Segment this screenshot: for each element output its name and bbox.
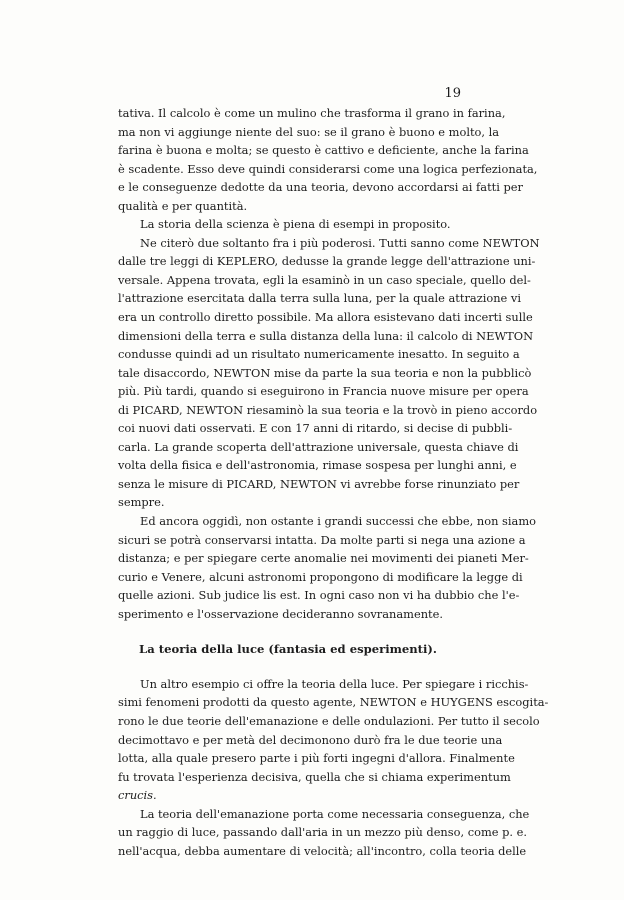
text-line: quelle azioni. Sub judice lis est. In ogni caso non vi ha dubbio che l'e- [118, 588, 520, 603]
text-line: e le conseguenze dedotte da una teoria, devono accordarsi ai fatti per [118, 180, 523, 195]
text-line: tale disaccordo, NEWTON mise da parte la sua teoria e non la pubblicò [118, 365, 532, 380]
text-line: fu trovata l'esperienza decisiva, quella che si chiama experimentum [118, 769, 511, 784]
text-line: è scadente. Esso deve quindi considerarsi come una logica perfezionata, [118, 161, 538, 176]
text-line: crucis. [118, 788, 157, 803]
text-line: dimensioni della terra e sulla distanza della luna: il calcolo di NEWTON [118, 328, 534, 343]
body-text [118, 104, 549, 860]
text-line: un raggio di luce, passando dall'aria in un mezzo più denso, come p. e. [118, 825, 528, 840]
text-line: farina è buona e molta; se questo è cattivo e deficiente, anche la farina [118, 143, 529, 158]
text-line: carla. La grande scoperta dell'attrazione universale, questa chiave di [118, 439, 519, 454]
text-line: curio e Venere, alcuni astronomi propongono di modificare la legge di [118, 569, 523, 584]
paragraph [118, 234, 540, 512]
paragraph [118, 104, 538, 215]
text-line: decimottavo e per metà del decimonono durò fra le due teorie una [118, 732, 503, 747]
text-line: l'attrazione esercitata dalla terra sulla luna, per la quale attrazione vi [118, 291, 521, 306]
text-line: ma non vi aggiunge niente del suo: se il grano è buono e molto, la [118, 124, 500, 139]
text-line: di PICARD, NEWTON riesaminò la sua teoria e la trovò in pieno accordo [118, 402, 538, 417]
text-line: qualità e per quantità. [118, 198, 248, 213]
text-line: coi nuovi dati osservati. E con 17 anni di ritardo, si decise di pubbli- [118, 421, 513, 436]
paragraph [118, 512, 536, 623]
text-line: rono le due teorie dell'emanazione e delle ondulazioni. Per tutto il secolo [118, 713, 540, 728]
text-line: sempre. [118, 495, 165, 510]
text-line: lotta, alla quale presero parte i più forti ingegni d'allora. Finalmente [118, 751, 515, 766]
text-line: condusse quindi ad un risultato numericamente inesatto. In seguito a [118, 347, 520, 362]
text-line: senza le misure di PICARD, NEWTON vi avrebbe forse rinunziato per [118, 476, 520, 491]
text-line: nell'acqua, debba aumentare di velocità; all'incontro, colla teoria delle [118, 843, 527, 858]
text-line: La storia della scienza è piena di esempi in proposito. [140, 217, 451, 232]
text-line: dalle tre leggi di KEPLERO, dedusse la grande legge dell'attrazione uni- [118, 254, 536, 269]
text-line: Ne citerò due soltanto fra i più poderosi. Tutti sanno come NEWTON [140, 235, 540, 250]
section-heading: La teoria della luce (fantasia ed esperimenti). [139, 642, 437, 657]
page-number: 19 [444, 86, 461, 101]
text-line: sicuri se potrà conservarsi intatta. Da molte parti si nega una azione a [118, 532, 526, 547]
text-line: volta della fisica e dell'astronomia, rimase sospesa per lunghi anni, e [118, 458, 517, 473]
text-line: distanza; e per spiegare certe anomalie nei movimenti dei pianeti Mer- [118, 551, 529, 566]
text-line: era un controllo diretto possibile. Ma allora esistevano dati incerti sulle [118, 310, 533, 325]
text-line: simi fenomeni prodotti da questo agente, NEWTON e HUYGENS escogita- [118, 695, 549, 710]
text-line: Ed ancora oggidì, non ostante i grandi successi che ebbe, non siamo [140, 514, 536, 529]
paragraph [118, 215, 458, 234]
text-line: sperimento e l'osservazione decideranno sovranamente. [118, 606, 443, 621]
text-line: versale. Appena trovata, egli la esaminò in un caso speciale, quello del- [118, 272, 531, 287]
paragraph [118, 675, 549, 805]
text-line: La teoria dell'emanazione porta come necessaria conseguenza, che [140, 806, 530, 821]
paragraph [118, 805, 530, 861]
text-line: Un altro esempio ci offre la teoria della luce. Per spiegare i ricchis- [140, 676, 529, 691]
text-line: tativa. Il calcolo è come un mulino che trasforma il grano in farina, [118, 106, 506, 120]
text-line: più. Più tardi, quando si eseguirono in Francia nuove misure per opera [118, 384, 529, 399]
